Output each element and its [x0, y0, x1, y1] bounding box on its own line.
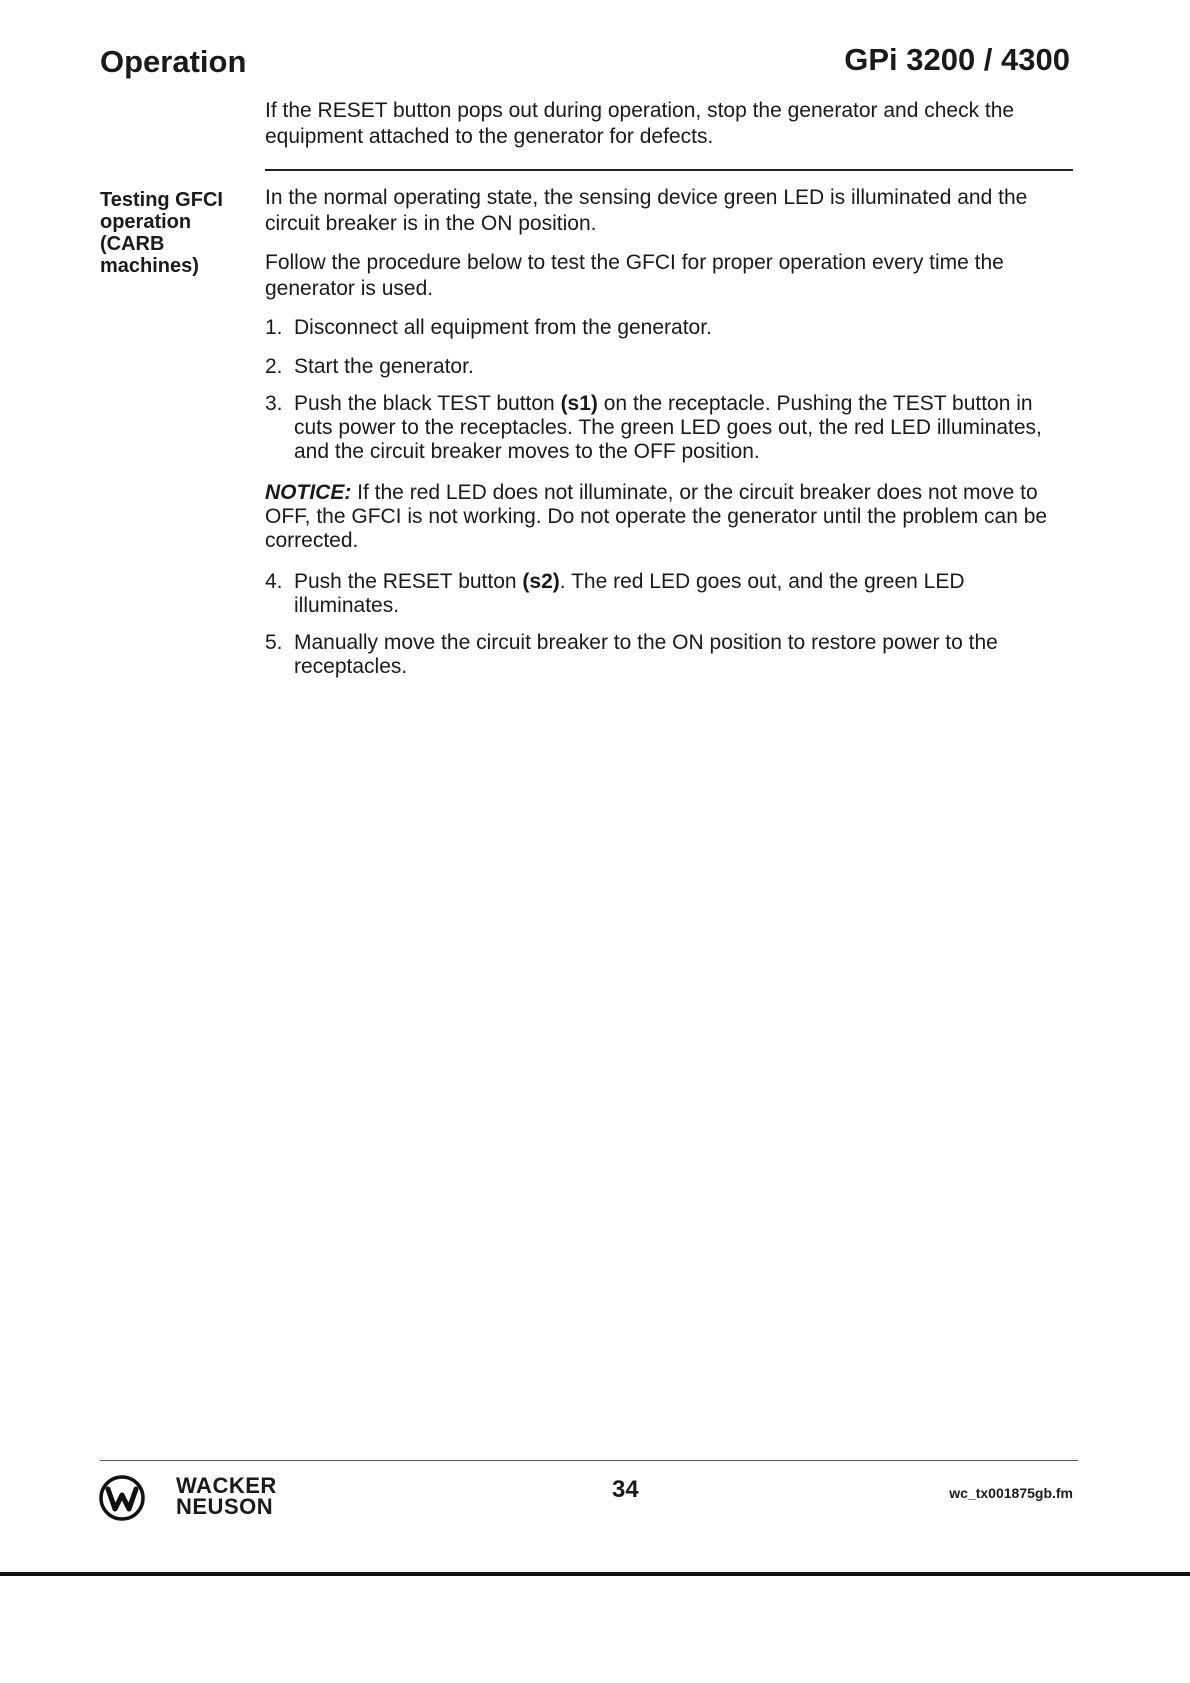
- model-title: GPi 3200 / 4300: [844, 42, 1070, 77]
- page-number: 34: [612, 1476, 639, 1503]
- step-text: Disconnect all equipment from the generator.: [294, 316, 712, 339]
- notice-text: If the red LED does not illuminate, or the circuit breaker does not move to OFF, the GFCI is not working. Do not operate the generator until the problem can be corrected.: [265, 481, 1048, 552]
- step-5: [265, 631, 1075, 679]
- component-ref-s1: (s1): [560, 392, 598, 415]
- step-1: [265, 316, 1075, 340]
- paragraph-procedure-intro: Follow the procedure below to test the GFCI for proper operation every time the generator is used.: [265, 251, 1004, 300]
- step-text: Push the RESET button (s2). The red LED goes out, and the green LED illuminates.: [294, 570, 965, 617]
- step-2: [265, 355, 1075, 379]
- step-3: [265, 392, 1075, 464]
- notice-label: NOTICE:: [265, 481, 352, 504]
- page-edge-line: [0, 1572, 1190, 1576]
- step-number: 4.: [265, 570, 283, 593]
- section-divider: [265, 169, 1073, 171]
- file-identifier: wc_tx001875gb.fm: [949, 1485, 1073, 1501]
- step-4: [265, 570, 1075, 618]
- step-number: 3.: [265, 392, 283, 415]
- step-text: Manually move the circuit breaker to the ON position to restore power to the receptacles.: [294, 631, 998, 678]
- step-number: 5.: [265, 631, 283, 654]
- step-number: 2.: [265, 355, 283, 378]
- notice-paragraph: [265, 481, 1075, 553]
- step-number: 1.: [265, 316, 283, 339]
- step-text: Push the black TEST button (s1) on the receptacle. Pushing the TEST button in cuts power to the receptacles. The green LED goes out, the red LED illuminates, and the circuit breaker moves to the OFF position.: [294, 392, 1042, 463]
- step-text: Start the generator.: [294, 355, 474, 378]
- brand-name: WACKER NEUSON: [176, 1473, 277, 1519]
- footer-divider: [100, 1460, 1078, 1461]
- intro-paragraph: If the RESET button pops out during operation, stop the generator and check the equipment attached to the generator for defects.: [265, 99, 1015, 148]
- component-ref-s2: (s2): [522, 570, 560, 593]
- side-heading: Testing GFCI operation (CARB machines): [100, 189, 223, 277]
- paragraph-normal-state: In the normal operating state, the sensing device green LED is illuminated and the circuit breaker is in the ON position.: [265, 186, 1028, 235]
- wacker-neuson-logo-icon: [98, 1474, 146, 1522]
- section-title: Operation: [100, 44, 247, 79]
